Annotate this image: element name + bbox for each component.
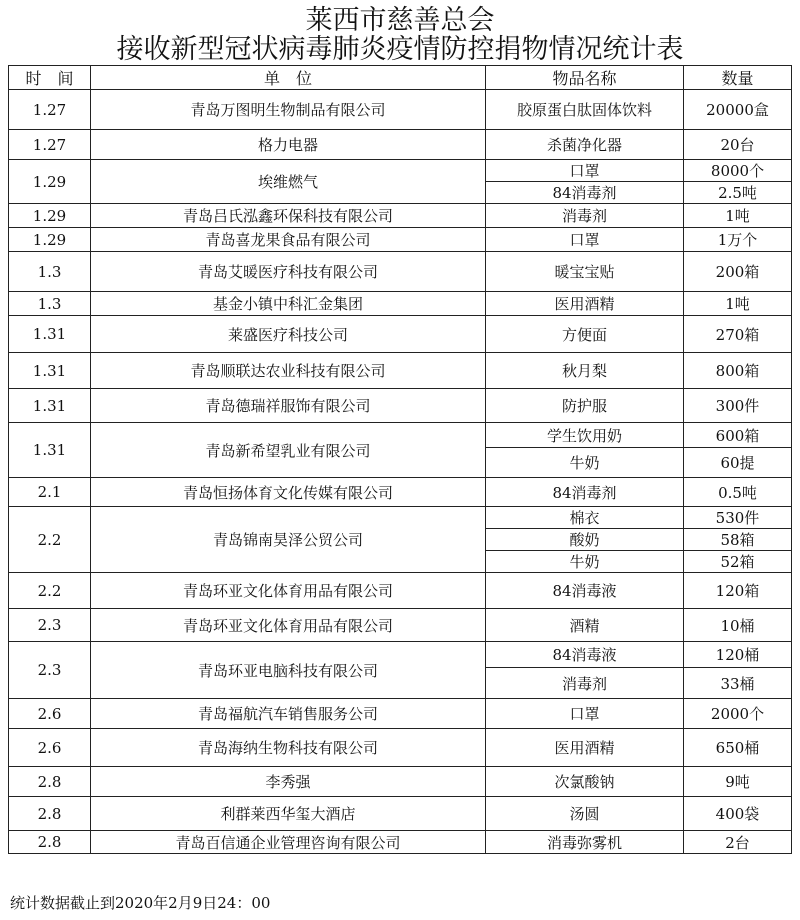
cell-unit: 青岛艾暖医疗科技有限公司 [91, 252, 486, 292]
table-row [9, 797, 792, 831]
table-row [9, 831, 792, 854]
cell-unit: 青岛吕氏泓鑫环保科技有限公司 [91, 204, 486, 228]
cell-item-name: 酸奶 [486, 529, 684, 551]
cell-unit: 埃维燃气 [91, 160, 486, 204]
table-body [9, 90, 792, 854]
cell-date: 1.31 [9, 353, 91, 389]
cell-date: 1.29 [9, 204, 91, 228]
cell-item-name: 学生饮用奶 [486, 423, 684, 448]
cell-quantity: 52箱 [684, 551, 792, 573]
cell-date: 1.27 [9, 90, 91, 130]
cell-unit: 莱盛医疗科技公司 [91, 316, 486, 353]
cell-quantity: 800箱 [684, 353, 792, 389]
cell-unit: 青岛万图明生物制品有限公司 [91, 90, 486, 130]
cell-quantity: 1万个 [684, 228, 792, 252]
cell-item-name: 胶原蛋白肽固体饮料 [486, 90, 684, 130]
cell-item-name: 方便面 [486, 316, 684, 353]
cell-item-name: 消毒弥雾机 [486, 831, 684, 854]
cell-quantity: 200箱 [684, 252, 792, 292]
cell-item-name: 牛奶 [486, 551, 684, 573]
cell-unit: 格力电器 [91, 130, 486, 160]
cell-item-name: 秋月梨 [486, 353, 684, 389]
cell-item-name: 84消毒液 [486, 573, 684, 609]
cell-quantity: 1吨 [684, 292, 792, 316]
cell-item-name: 口罩 [486, 160, 684, 182]
table-row [9, 252, 792, 292]
table-row [9, 507, 792, 529]
cell-unit: 青岛环亚电脑科技有限公司 [91, 642, 486, 699]
cell-quantity: 0.5吨 [684, 478, 792, 507]
cell-date: 2.2 [9, 507, 91, 573]
cell-date: 2.8 [9, 831, 91, 854]
cell-item-name: 84消毒剂 [486, 478, 684, 507]
table-row [9, 767, 792, 797]
cell-date: 2.6 [9, 699, 91, 729]
table-row [9, 316, 792, 353]
cell-item-name: 次氯酸钠 [486, 767, 684, 797]
cell-quantity: 60提 [684, 448, 792, 478]
cell-date: 1.3 [9, 292, 91, 316]
table-row [9, 160, 792, 182]
cell-item-name: 口罩 [486, 699, 684, 729]
table-row [9, 90, 792, 130]
cell-unit: 青岛海纳生物科技有限公司 [91, 729, 486, 767]
cell-date: 1.29 [9, 160, 91, 204]
cell-unit: 青岛环亚文化体育用品有限公司 [91, 573, 486, 609]
cell-quantity: 530件 [684, 507, 792, 529]
cell-date: 2.2 [9, 573, 91, 609]
header-qty: 数量 [684, 66, 792, 90]
cell-date: 1.3 [9, 252, 91, 292]
cell-quantity: 9吨 [684, 767, 792, 797]
cell-unit: 青岛新希望乳业有限公司 [91, 423, 486, 478]
table-row [9, 699, 792, 729]
header-item: 物品名称 [486, 66, 684, 90]
cell-item-name: 防护服 [486, 389, 684, 423]
cell-date: 2.8 [9, 797, 91, 831]
donation-table [8, 65, 792, 854]
cell-item-name: 医用酒精 [486, 729, 684, 767]
cell-quantity: 270箱 [684, 316, 792, 353]
cell-date: 1.31 [9, 389, 91, 423]
cell-item-name: 棉衣 [486, 507, 684, 529]
cell-quantity: 2.5吨 [684, 182, 792, 204]
cell-item-name: 牛奶 [486, 448, 684, 478]
cell-quantity: 120桶 [684, 642, 792, 668]
table-row [9, 642, 792, 668]
cell-date: 1.29 [9, 228, 91, 252]
table-row [9, 478, 792, 507]
document-title: 莱西市慈善总会 [305, 5, 495, 36]
cell-date: 2.8 [9, 767, 91, 797]
cell-unit: 青岛锦南昊泽公贸公司 [91, 507, 486, 573]
cell-quantity: 120箱 [684, 573, 792, 609]
table-row [9, 389, 792, 423]
cell-unit: 青岛喜龙果食品有限公司 [91, 228, 486, 252]
cell-item-name: 消毒剂 [486, 204, 684, 228]
footer-note: 统计数据截止到2020年2月9日24：00 [10, 894, 271, 912]
cell-item-name: 84消毒剂 [486, 182, 684, 204]
cell-quantity: 300件 [684, 389, 792, 423]
table-row [9, 130, 792, 160]
cell-unit: 青岛恒扬体育文化传媒有限公司 [91, 478, 486, 507]
cell-quantity: 2台 [684, 831, 792, 854]
cell-date: 1.27 [9, 130, 91, 160]
cell-item-name: 口罩 [486, 228, 684, 252]
cell-item-name: 酒精 [486, 609, 684, 642]
cell-unit: 基金小镇中科汇金集团 [91, 292, 486, 316]
cell-item-name: 杀菌净化器 [486, 130, 684, 160]
cell-unit: 青岛环亚文化体育用品有限公司 [91, 609, 486, 642]
table-row [9, 573, 792, 609]
cell-quantity: 10桶 [684, 609, 792, 642]
header-date: 时 间 [9, 66, 91, 90]
document-subtitle: 接收新型冠状病毒肺炎疫情防控捐物情况统计表 [116, 34, 684, 65]
cell-unit: 利群莱西华玺大酒店 [91, 797, 486, 831]
cell-unit: 青岛顺联达农业科技有限公司 [91, 353, 486, 389]
table-row [9, 228, 792, 252]
cell-date: 2.6 [9, 729, 91, 767]
cell-quantity: 8000个 [684, 160, 792, 182]
cell-item-name: 汤圆 [486, 797, 684, 831]
cell-date: 2.3 [9, 642, 91, 699]
header-row [9, 66, 792, 90]
cell-quantity: 2000个 [684, 699, 792, 729]
cell-date: 1.31 [9, 423, 91, 478]
cell-quantity: 600箱 [684, 423, 792, 448]
table-row [9, 353, 792, 389]
table-row [9, 292, 792, 316]
table-row [9, 423, 792, 448]
cell-quantity: 400袋 [684, 797, 792, 831]
cell-quantity: 20台 [684, 130, 792, 160]
cell-item-name: 暖宝宝贴 [486, 252, 684, 292]
cell-unit: 李秀强 [91, 767, 486, 797]
cell-quantity: 33桶 [684, 668, 792, 699]
cell-date: 2.1 [9, 478, 91, 507]
cell-item-name: 84消毒液 [486, 642, 684, 668]
table-row [9, 729, 792, 767]
cell-quantity: 1吨 [684, 204, 792, 228]
cell-unit: 青岛德瑞祥服饰有限公司 [91, 389, 486, 423]
cell-quantity: 650桶 [684, 729, 792, 767]
cell-unit: 青岛福航汽车销售服务公司 [91, 699, 486, 729]
cell-quantity: 20000盒 [684, 90, 792, 130]
cell-quantity: 58箱 [684, 529, 792, 551]
table-row [9, 204, 792, 228]
cell-item-name: 医用酒精 [486, 292, 684, 316]
header-unit: 单 位 [91, 66, 486, 90]
cell-unit: 青岛百信通企业管理咨询有限公司 [91, 831, 486, 854]
table-row [9, 609, 792, 642]
cell-item-name: 消毒剂 [486, 668, 684, 699]
cell-date: 1.31 [9, 316, 91, 353]
cell-date: 2.3 [9, 609, 91, 642]
